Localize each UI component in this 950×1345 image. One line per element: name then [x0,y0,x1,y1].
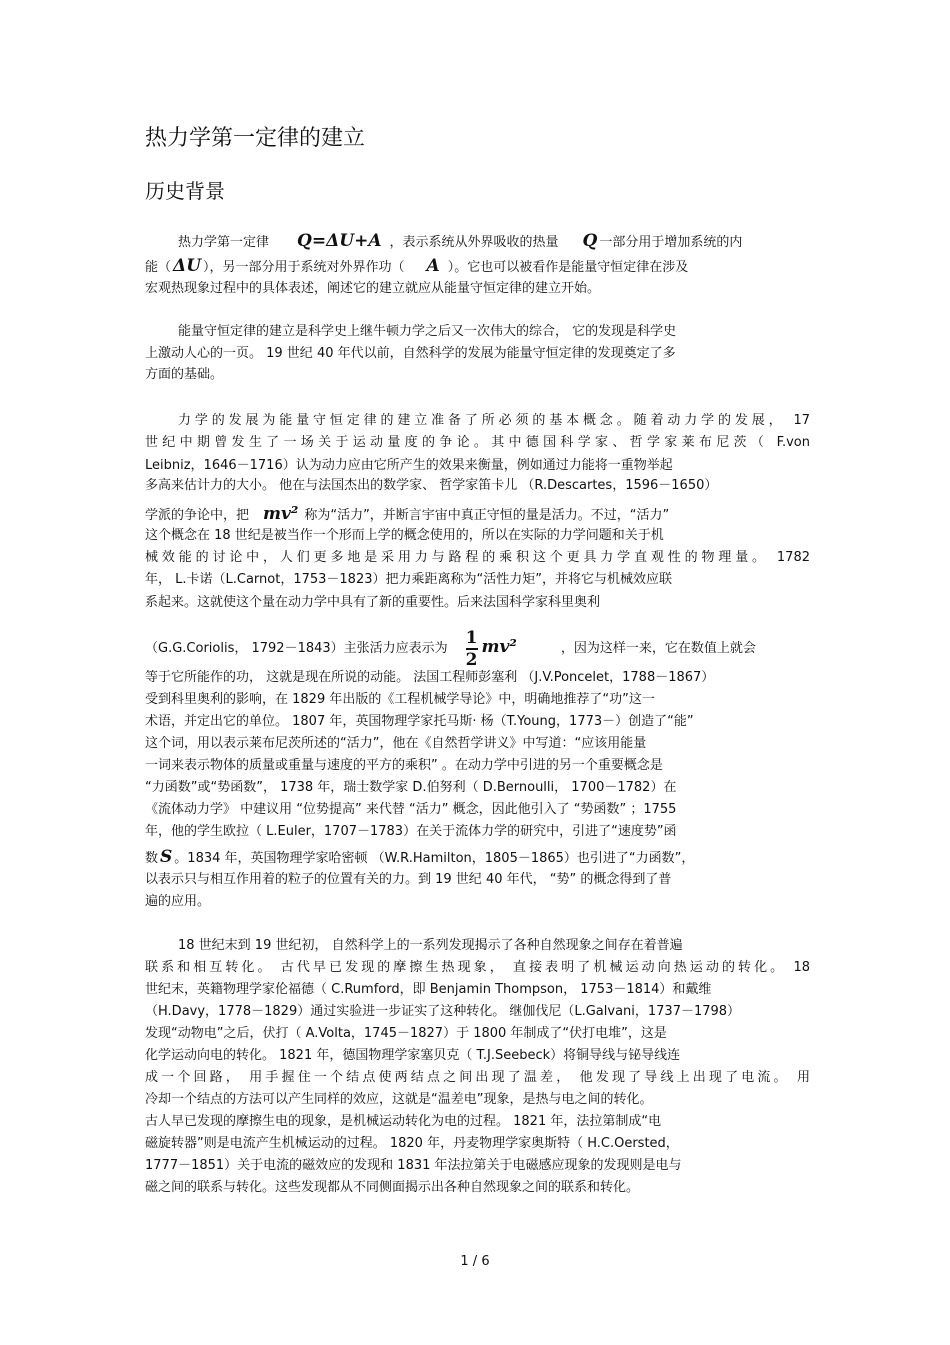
text-run: 能（ [145,260,172,275]
text-line [178,232,810,252]
text-line [145,257,810,277]
formula-a: A [426,256,440,276]
fraction-denominator: 2 [465,649,478,670]
text-line: 世纪末，英籍物理学家伦福德（ C.Rumford，即 Benjamin Thompson， 1753－1814）和戴维 [145,982,712,997]
text-line: 能量守恒定律的建立是科学史上继牛顿力学之后又一次伟大的综合， 它的发现是科学史 [178,324,677,339]
text-line: 《流体动力学》 中建议用 “位势提高” 来代替 “活力” 概念，因此他引入了 “势函数” ；1755 [145,802,677,817]
fraction-numerator: 1 [465,627,478,648]
text-line: 年， L.卡诺（L.Carnot，1753－1823）把力乘距离称为“活性力矩”，并将它与机械效应联 [145,572,672,587]
text-line [145,626,810,670]
text-run: 。1834 年，英国物理学家哈密顿 （W.R.Hamilton，1805－1865）也引进了“力函数”， [174,851,695,866]
section-heading: 历史背景 [145,179,225,203]
text-line: 遍的应用。 [145,894,211,909]
text-line: 古人早已发现的摩擦生电的现象，是机械运动转化为电的过程。 1821 年，法拉第制成“电 [145,1114,662,1129]
text-run: ，表示系统从外界吸收的热量 [389,235,559,250]
text-run: （G.G.Coriolis， 1792－1843）主张活力应表示为 [145,641,448,656]
text-run: ），另一部分用于系统对外界作功（ [203,260,405,275]
text-line: 械效能的讨论中，人们更多地是采用力与路程的乘积这个更具力学直观性的物理量。 1782 [145,550,810,565]
text-line: 力学的发展为能量守恒定律的建立准备了所必须的基本概念。随着动力学的发展， 17 [178,413,810,428]
text-line: “力函数”或“势函数”， 1738 年，瑞士数学家 D.伯努利（ D.Bernoulli， 1700－1782）在 [145,780,677,795]
text-line: 这个概念在 18 世纪是被当作一个形而上学的概念使用的，所以在实际的力学问题和关于机 [145,528,664,543]
text-run: 一部分用于增加系统的内 [599,235,743,250]
text-run: 学派的争论中，把 [145,508,250,523]
text-line: 磁旋转器”则是电流产生机械运动的过程。 1820 年，丹麦物理学家奥斯特（ H.C.Oersted， [145,1136,679,1151]
text-line: 1777－1851）关于电流的磁效应的发现和 1831 年法拉第关于电磁感应现象的发现则是电与 [145,1158,682,1173]
text-line [145,848,810,868]
text-line: 宏观热现象过程中的具体表述，阐述它的建立就应从能量守恒定律的建立开始。 [145,281,601,296]
text-line: 术语，并定出它的单位。 1807 年，英国物理学家托马斯· 杨（T.Young，1773－）创造了“能” [145,714,694,729]
text-line: 化学运动向电的转化。 1821 年，德国物理学家塞贝克（ T.J.Seebeck）将铜导线与铋导线连 [145,1048,681,1063]
text-run: ）。它也可以被看作是能量守恒定律在涉及 [447,260,689,275]
formula-q: Q [582,231,598,251]
text-line: 这个词，用以表示莱布尼茨所述的“活力”，他在《自然哲学讲义》中写道：“应该用能量 [145,736,647,751]
formula-mv2: mv² [263,504,299,524]
text-line: 上激动人心的一页。 19 世纪 40 年代以前，自然科学的发展为能量守恒定律的发现奠定了多 [145,346,676,361]
text-line: 方面的基础。 [145,367,224,382]
text-line: 一词来表示物体的质量或重量与速度的平方的乘积” 。在动力学中引进的另一个重要概念是 [145,758,663,773]
text-line: 年，他的学生欧拉（ L.Euler，1707－1783）在关于流体力学的研究中，引进了“速度势”函 [145,824,677,839]
formula-s: S [160,847,173,867]
text-line: （H.Davy，1778－1829）通过实验进一步证实了这种转化。 继伽伐尼（L.Galvani，1737－1798） [145,1004,741,1019]
text-line: 受到科里奥利的影响，在 1829 年出版的《工程机械学导论》中，明确地推荐了“功”这一 [145,692,655,707]
formula-mv2-half: mv² [481,637,517,657]
formula-delta-u: ΔU [173,256,202,276]
text-line: 18 世纪末到 19 世纪初， 自然科学上的一系列发现揭示了各种自然现象之间存在着普遍 [178,938,683,953]
page-title: 热力学第一定律的建立 [145,126,366,151]
text-line: 等于它所能作的功， 这就是现在所说的动能。 法国工程师彭塞利 （J.V.Poncelet，1788－1867） [145,670,715,685]
text-run: 热力学第一定律 [178,235,270,250]
text-line: 磁之间的联系与转化。这些发现都从不同侧面揭示出各种自然现象之间的联系和转化。 [145,1180,640,1195]
text-run: 称为“活力”，并断言宇宙中真正守恒的量是活力。不过，“活力” [304,508,670,523]
text-line: 冷却一个结点的方法可以产生同样的效应，这就是“温差电”现象，是热与电之间的转化。 [145,1092,653,1107]
page-number: 1 / 6 [460,1254,490,1269]
text-run: 数 [145,851,159,866]
text-line [145,505,810,525]
text-line: 成一个回路， 用手握住一个结点使两结点之间出现了温差， 他发现了导线上出现了电流。 用 [145,1070,810,1085]
text-run: ，因为这样一来，它在数值上就会 [560,641,756,656]
text-line: 系起来。这就使这个量在动力学中具有了新的重要性。后来法国科学家科里奥利 [145,595,601,610]
formula-half-mv2 [466,628,478,670]
formula-first-law: Q=ΔU+A [297,231,382,251]
text-line: 多高来估计力的大小。 他在与法国杰出的数学家、 哲学家笛卡儿 （R.Descartes，1596－1650） [145,478,718,493]
text-line: 世纪中期曾发生了一场关于运动量度的争论。其中德国科学家、哲学家莱布尼茨（ F.von [145,435,810,450]
text-line: 以表示只与相互作用着的粒子的位置有关的力。到 19 世纪 40 年代， “势” 的概念得到了普 [145,872,672,887]
text-line: Leibniz，1646－1716）认为动力应由它所产生的效果来衡量，例如通过力能将一重物举起 [145,458,673,473]
text-line: 发现“动物电”之后，伏打（ A.Volta，1745－1827）于 1800 年制成了“伏打电堆”，这是 [145,1026,667,1041]
text-line: 联系和相互转化。 古代早已发现的摩擦生热现象， 直接表明了机械运动向热运动的转化。 18 [145,960,810,975]
